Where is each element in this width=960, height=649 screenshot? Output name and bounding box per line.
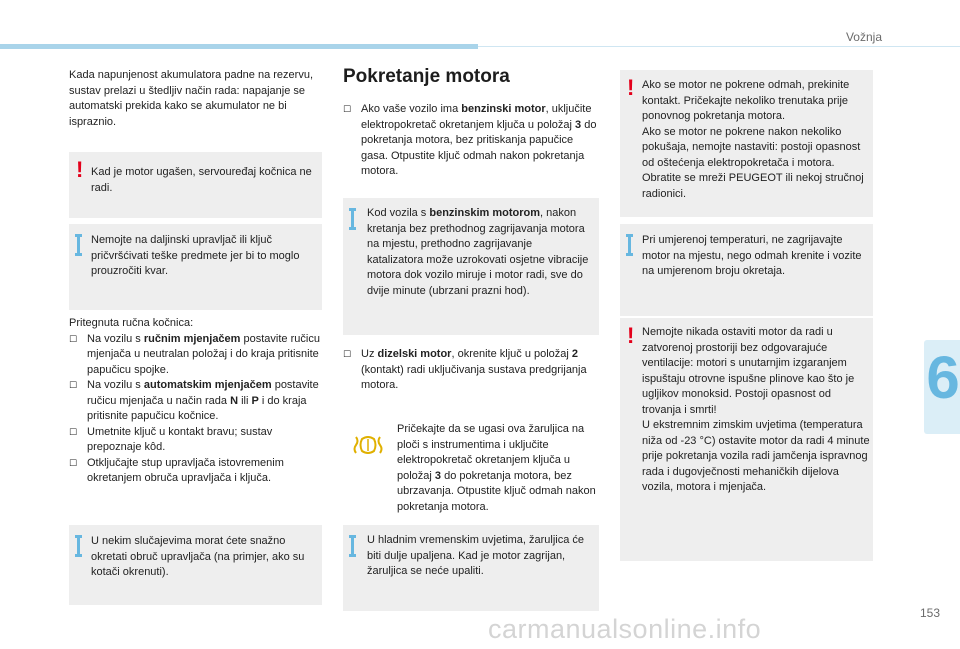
checkbox-bullet-icon: ☐ [69,380,78,390]
warning-icon: ! [76,157,84,182]
checkbox-bullet-icon: ☐ [343,349,352,359]
glow-plug-text [397,422,597,515]
list-text: Ako vaše vozilo ima [361,103,462,115]
list-text-bold: benzinski motor [461,103,546,115]
info-icon [77,535,80,557]
list-text-bold: ručnim mjenjačem [143,332,241,345]
list-text: Na vozilu s [87,379,144,391]
section-heading: Pokretanje motora [343,66,510,87]
body-text-bold: 3 [434,469,442,482]
list-text: Uz [361,348,378,360]
section-title: Vožnja [845,30,882,44]
info-icon [351,535,354,557]
list-item [69,425,321,456]
list-text: Umetnite ključ u kontakt bravu; sustav prepoznaje kôd. [87,425,273,453]
note-box-cold-weather [343,525,599,611]
list-text-bold: 3 [575,118,582,131]
handbrake-section [69,316,321,487]
note-text-bold: benzinskim motorom [429,207,540,219]
glow-plug-warning-lamp-icon [353,434,383,456]
intro-paragraph: Kada napunjenost akumulatora padne na rezervu, sustav prelazi u štedljiv način rada: napajanje se automatski prekida kako se akumulator ne bi ispraznio. [69,69,314,128]
list-text-bold: 2 [571,348,579,360]
list-text: , uključite elektropokretač okretanjem ključa u položaj [361,103,592,131]
header-rule [478,46,960,47]
list-text-bold: automatskim mjenjačem [143,379,272,391]
checkbox-bullet-icon: ☐ [69,457,78,468]
list-text: postavite ručicu mjenjača u neutralan položaj i do kraja pritisnite papučicu spojke. [87,332,320,376]
list-text: postavite ručicu mjenjača u način rada [87,379,319,407]
checkbox-bullet-icon: ☐ [343,104,352,114]
warning-text: Kad je motor ugašen, servouređaj kočnica ne radi. [91,166,312,194]
list-text-bold: P [251,394,259,407]
warning-text: Nemojte nikada ostaviti motor da radi u zatvorenoj prostoriji bez odgovarajuće ventilacije: motori s unutarnjim izgaranjem ispuštaju otrovne ispušne plinove kao što je ugljikov monoksid. Postoji opasnost od trovanja i smrti! U ekstremnim zimskim uvjetima (temperatura niža od -23 °C) ostavite motor da radi 4 minute prije pokretanja vozila radi jamčenja ispravnog rada i dugovječnosti mehaničkih dijelova vozila, motora i mjenjača. [642,326,870,493]
header-bar [0,44,478,49]
warning-icon: ! [627,323,635,348]
list-text: (kontakt) radi uključivanja sustava predgrijanja motora. [361,363,587,391]
note-box-catalyst [343,198,599,335]
list-text: do pokretanja motora, bez pritiskanja papučice gasa. Otpustite ključ odmah nakon pokretanja motora. [361,118,597,177]
warning-box-ventilation [620,318,873,561]
list-item [69,378,321,425]
info-icon [628,234,631,256]
warning-text: Ako se motor ne pokrene odmah, prekinite kontakt. Pričekajte nekoliko trenutaka prije ponovnog pokretanja motora. Ako se motor ne pokrene nakon nekoliko pokušaja, nemojte nastaviti: postoji opasnost od oštećenja elektropokretača i motora. Obratite se mreži PEUGEOT ili nekoj stručnoj radionici. [642,79,864,200]
note-text [367,206,591,299]
handbrake-title: Pritegnuta ručna kočnica: [69,317,194,329]
petrol-instruction [343,102,599,180]
warning-icon: ! [627,75,635,100]
note-text: U nekim slučajevima morat ćete snažno okretati obruč upravljača (na primjer, ako su kotači okrenuti). [91,535,305,578]
chapter-number: 6 [926,344,960,411]
list-item [343,102,599,180]
checkbox-bullet-icon: ☐ [69,426,78,437]
diesel-instruction [343,347,599,394]
list-text-bold: N [230,394,239,407]
list-text: , okrenite ključ u položaj [451,348,572,360]
info-icon [351,208,354,230]
list-item [343,347,599,394]
note-box-steering [69,525,322,605]
body-text: Pričekajte da se ugasi ova žaruljica na ploči s instrumentima i uključite elektropokretač okretanjem ključa u položaj [397,423,585,482]
list-text: Otključajte stup upravljača istovremenim okretanjem obruča upravljača i ključa. [87,456,284,484]
watermark: carmanualsonline.info [488,614,762,644]
note-box-moderate-temp [620,224,873,316]
note-text: U hladnim vremenskim uvjetima, žaruljica će biti dulje upaljena. Kad je motor zagrijan, žaruljica se neće upaliti. [367,534,585,577]
warning-box-start-failure [620,70,873,217]
list-text: ili [238,394,252,407]
checkbox-bullet-icon: ☐ [69,333,78,344]
list-text-bold: dizelski motor [377,348,452,360]
page-number: 153 [919,606,940,620]
body-text: do pokretanja motora, bez ubrzavanja. Otpustite ključ odmah nakon pokretanja motora. [397,469,596,513]
warning-box-brakes [69,152,322,218]
info-icon [77,234,80,256]
note-box-remote [69,224,322,310]
list-text: i do kraja pritisnite papučicu kočnice. [87,394,307,422]
note-text-part: Kod vozila s [367,207,430,219]
list-text: Na vozilu s [87,332,144,345]
note-text-part: , nakon kretanja bez prethodnog zagrijavanja motora na mjestu, prethodno zagrijavanje katalizatora može uzrokovati osjetne vibracije motora dok vozilo miruje i motor radi, sve do dvije minute (ubrzani prazni hod). [367,207,589,297]
note-text: Pri umjerenoj temperaturi, ne zagrijavajte motor na mjestu, nego odmah krenite i vozite na umjerenom broju okretaja. [642,234,862,277]
note-text: Nemojte na daljinski upravljač ili ključ pričvršćivati teške predmete jer bi to moglo prouzročiti kvar. [91,234,300,277]
list-item [69,332,321,379]
list-item [69,456,321,487]
